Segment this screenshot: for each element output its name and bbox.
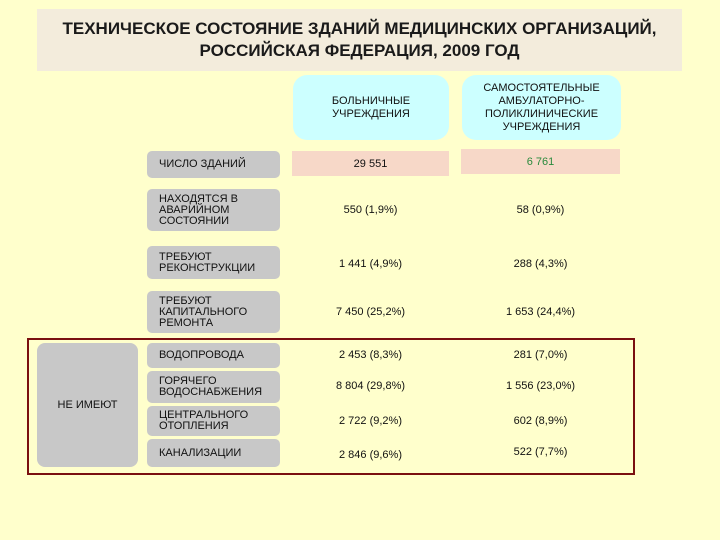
cell-outpatient-sewerage: 522 (7,7%) [513,446,568,458]
cell-hospital-hot-water: 8 804 (29,8%) [335,380,406,392]
cell-outpatient-reconstruction: 288 (4,3%) [513,258,568,270]
column-header-hospital: БОЛЬНИЧНЫЕ УЧРЕЖДЕНИЯ [293,75,449,140]
row-label-emergency: НАХОДЯТСЯ В АВАРИЙНОМ СОСТОЯНИИ [147,189,280,231]
cell-outpatient-emergency: 58 (0,9%) [516,204,565,216]
cell-outpatient-central-heating: 602 (8,9%) [513,415,568,427]
cell-outpatient-building-count: 6 761 [461,149,620,174]
cell-hospital-reconstruction: 1 441 (4,9%) [339,258,402,270]
row-label-reconstruction: ТРЕБУЮТ РЕКОНСТРУКЦИИ [147,246,280,279]
cell-hospital-building-count: 29 551 [292,151,449,176]
cell-outpatient-capital-repair: 1 653 (24,4%) [505,306,576,318]
cell-hospital-sewerage: 2 846 (9,6%) [339,449,402,461]
row-label-capital-repair: ТРЕБУЮТ КАПИТАЛЬНОГО РЕМОНТА [147,291,280,333]
row-label-central-heating: ЦЕНТРАЛЬНОГО ОТОПЛЕНИЯ [147,406,280,436]
row-label-hot-water: ГОРЯЧЕГО ВОДОСНАБЖЕНИЯ [147,371,280,403]
not-having-label: НЕ ИМЕЮТ [37,343,138,467]
cell-hospital-emergency: 550 (1,9%) [343,204,398,216]
row-label-sewerage: КАНАЛИЗАЦИИ [147,439,280,467]
cell-outpatient-hot-water: 1 556 (23,0%) [505,380,576,392]
column-header-outpatient: САМОСТОЯТЕЛЬНЫЕ АМБУЛАТОРНО-ПОЛИКЛИНИЧЕСКИЕ УЧРЕЖДЕНИЯ [462,75,621,140]
cell-hospital-capital-repair: 7 450 (25,2%) [335,306,406,318]
page-title: ТЕХНИЧЕСКОЕ СОСТОЯНИЕ ЗДАНИЙ МЕДИЦИНСКИХ ОРГАНИЗАЦИЙ, РОССИЙСКАЯ ФЕДЕРАЦИЯ, 2009 ГОД [37,9,682,71]
row-label-building-count: ЧИСЛО ЗДАНИЙ [147,151,280,178]
cell-hospital-central-heating: 2 722 (9,2%) [339,415,402,427]
row-label-water-supply: ВОДОПРОВОДА [147,343,280,368]
cell-outpatient-water-supply: 281 (7,0%) [513,349,568,361]
cell-hospital-water-supply: 2 453 (8,3%) [339,349,402,361]
